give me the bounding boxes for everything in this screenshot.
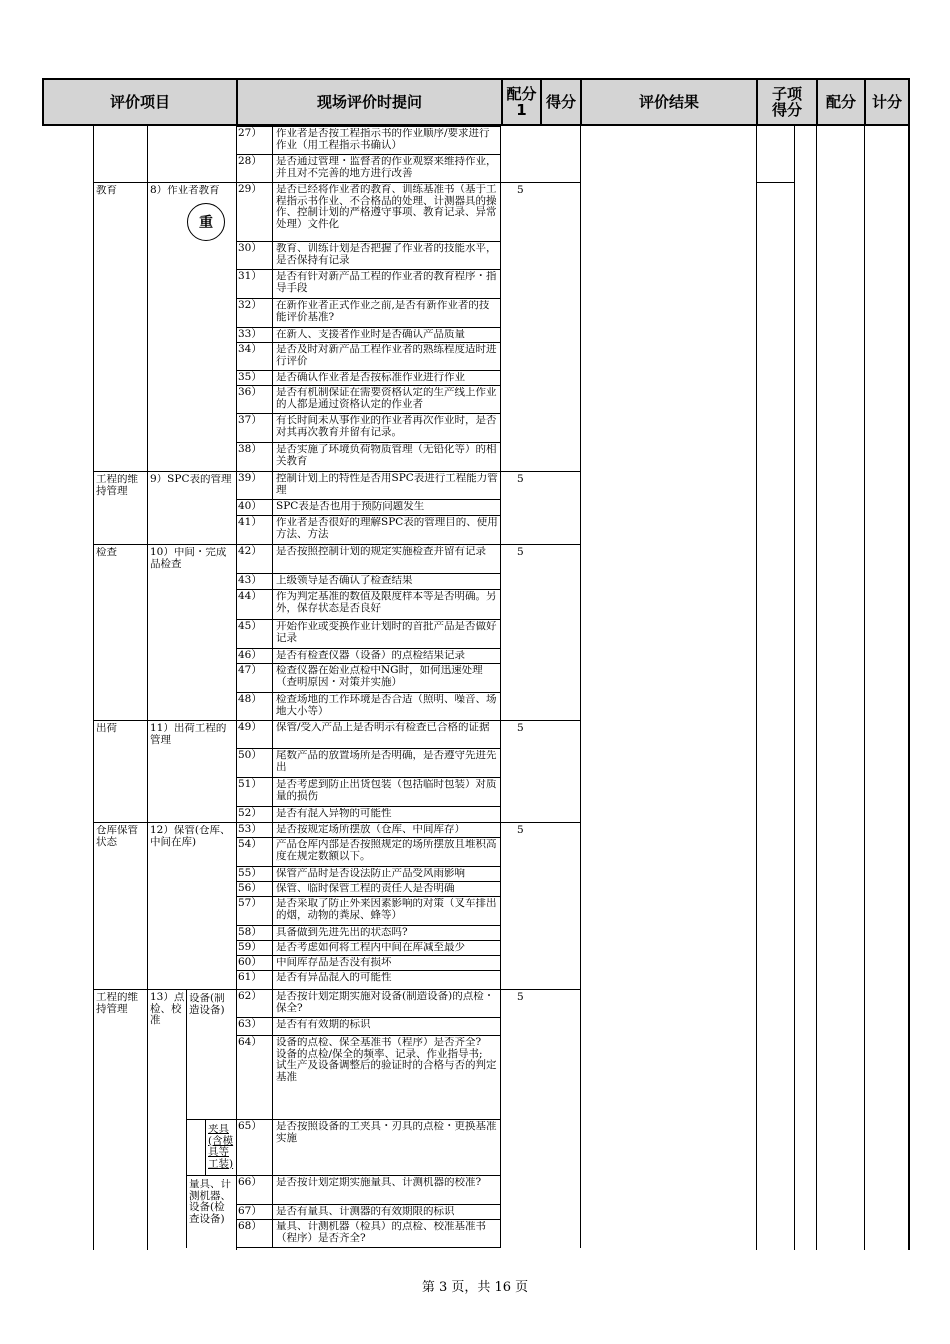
sub-item-equip: 设备(制造设备) xyxy=(189,993,225,1016)
col-line xyxy=(580,126,581,1248)
row-question: 是否及时对新产品工程作业者的熟练程度适时进行评价 xyxy=(276,344,497,367)
row-divider xyxy=(236,327,501,328)
row-number: 60） xyxy=(238,956,262,968)
row-question: 是否有量具、计测器的有效期限的标识 xyxy=(276,1206,455,1217)
row-question: 是否有异品混入的可能性 xyxy=(276,972,392,983)
row-number: 43） xyxy=(238,574,262,586)
row-number: 65） xyxy=(238,1120,262,1132)
category-divider xyxy=(93,471,236,472)
row-question: 具备做到先进先出的状态吗? xyxy=(276,927,408,938)
row-question: 是否有有效期的标识 xyxy=(276,1019,371,1030)
col-line xyxy=(236,126,237,1250)
row-number: 54） xyxy=(238,838,262,850)
sub-item-gauge: 量具、计测机器、设备(检查设备) xyxy=(189,1179,231,1225)
row-divider xyxy=(236,692,501,693)
category-score: 5 xyxy=(517,546,524,558)
category-score: 5 xyxy=(517,184,524,196)
row-number: 41） xyxy=(238,516,262,528)
row-divider xyxy=(236,837,501,838)
row-number: 61） xyxy=(238,971,262,983)
row-number: 52） xyxy=(238,807,262,819)
row-number: 57） xyxy=(238,897,262,909)
row-number: 59） xyxy=(238,941,262,953)
row-divider xyxy=(236,925,501,926)
row-question: 检查场地的工作环境是否合适（照明、噪音、场地大小等） xyxy=(276,694,497,717)
col-line xyxy=(272,126,273,1248)
row-divider xyxy=(236,298,501,299)
header-alloc: 配分 xyxy=(816,78,866,126)
row-number: 45） xyxy=(238,620,262,632)
row-question: 是否已经将作业者的教育、训练基准书（基于工程指示书作业、不合格品的处理、计测器具的操作、控制计划的严格遵守事项、教育记录、异常处理）文件化 xyxy=(276,184,497,230)
category-item: 10）中间・完成品检查 xyxy=(150,547,227,570)
row-question: 在新人、支援者作业时是否确认产品质量 xyxy=(276,329,465,340)
row-question: 中间库存品是否没有损坏 xyxy=(276,957,392,968)
row-divider xyxy=(236,544,501,545)
row-number: 50） xyxy=(238,749,262,761)
row-divider xyxy=(236,1219,501,1220)
row-question: 是否有机制保证在需要资格认定的生产线上作业的人都是通过资格认定的作业者 xyxy=(276,387,497,410)
row-number: 64） xyxy=(238,1036,262,1048)
row-divider xyxy=(236,663,501,664)
row-question: 保管、临时保管工程的责任人是否明确 xyxy=(276,883,455,894)
row-divider xyxy=(236,806,501,807)
row-question: 量具、计测机器（检具）的点检、校准基准书（程序）是否齐全? xyxy=(276,1221,486,1244)
important-mark: 重 xyxy=(187,203,225,241)
row-number: 44） xyxy=(238,590,262,602)
score-divider xyxy=(500,720,580,721)
col-line xyxy=(205,1120,206,1176)
row-question: 作业者是否很好的理解SPC表的管理目的、使用方法、方法 xyxy=(276,517,498,540)
row-question: 是否实施了环境负荷物质管理（无铅化等）的相关教育 xyxy=(276,444,497,467)
row-question: 是否按照控制计划的规定实施检查并留有记录 xyxy=(276,546,486,557)
category-score: 5 xyxy=(517,991,524,1003)
row-divider xyxy=(236,471,501,472)
row-number: 66） xyxy=(238,1176,262,1188)
row-number: 37） xyxy=(238,414,262,426)
row-divider xyxy=(236,442,501,443)
border-right xyxy=(908,126,910,1250)
category-score: 5 xyxy=(517,722,524,734)
header-result: 评价结果 xyxy=(580,78,758,126)
category-name: 出荷 xyxy=(96,723,117,734)
row-divider xyxy=(236,182,501,183)
row-number: 49） xyxy=(238,721,262,733)
row-question: 设备的点检、保全基准书（程序）是否齐全? 设备的点检/保全的频率、记录、作业指导书; 试生产及设备调整后的验证时的合格与否的判定基准 xyxy=(276,1037,497,1083)
row-divider xyxy=(236,822,501,823)
page-footer: 第 3 页，共 16 页 xyxy=(421,1280,529,1295)
row-divider xyxy=(236,619,501,620)
row-question: 是否有混入异物的可能性 xyxy=(276,808,392,819)
row-number: 39） xyxy=(238,472,262,484)
row-divider xyxy=(236,413,501,414)
row-question: 在新作业者正式作业之前,是否有新作业者的技能评价基准? xyxy=(276,300,490,323)
row-number: 38） xyxy=(238,443,262,455)
row-number: 30） xyxy=(238,242,262,254)
row-divider xyxy=(236,881,501,882)
row-divider xyxy=(236,1175,501,1176)
score-divider xyxy=(500,182,580,183)
row-divider xyxy=(236,955,501,956)
score-divider xyxy=(500,544,580,545)
category-score: 5 xyxy=(517,473,524,485)
row-question: 是否按计划定期实施量具、计测机器的校准? xyxy=(276,1177,482,1188)
row-number: 29） xyxy=(238,183,262,195)
row-number: 51） xyxy=(238,778,262,790)
row-number: 28） xyxy=(238,155,262,167)
row-number: 42） xyxy=(238,545,262,557)
sub-item-jig: 夹具(含模具等工装) xyxy=(208,1124,234,1170)
row-divider xyxy=(236,589,501,590)
category-name: 工程的维持管理 xyxy=(96,992,138,1015)
row-question: 控制计划上的特性是否用SPC表进行工程能力管理 xyxy=(276,473,498,496)
row-number: 55） xyxy=(238,867,262,879)
row-divider xyxy=(236,1119,501,1120)
row-question: 作为判定基准的数值及限度样本等是否明确。另外，保存状态是否良好 xyxy=(276,591,497,614)
row-number: 47） xyxy=(238,664,262,676)
category-item: 12）保管(仓库、中间在库) xyxy=(150,825,231,848)
row-question: 是否考虑如何将工程内中间在库减至最少 xyxy=(276,942,465,953)
col-line xyxy=(93,126,94,1250)
row-divider xyxy=(236,342,501,343)
row-question: 开始作业或变换作业计划时的首批产品是否做好记录 xyxy=(276,621,497,644)
col-line xyxy=(864,126,865,1250)
header-question: 现场评价时提问 xyxy=(236,78,503,126)
row-question: 是否确认作业者是否按标准作业进行作业 xyxy=(276,372,465,383)
row-question: 教育、训练计划是否把握了作业者的技能水平，是否保持有记录 xyxy=(276,243,497,266)
row-divider xyxy=(236,1035,501,1036)
header-item: 评价项目 xyxy=(42,78,238,126)
row-divider xyxy=(236,648,501,649)
row-number: 48） xyxy=(238,693,262,705)
score-divider xyxy=(500,471,580,472)
row-divider xyxy=(236,720,501,721)
row-divider xyxy=(236,866,501,867)
row-number: 68） xyxy=(238,1220,262,1232)
col-line xyxy=(147,126,148,1250)
category-score: 5 xyxy=(517,824,524,836)
row-divider xyxy=(236,499,501,500)
row-number: 56） xyxy=(238,882,262,894)
row-question: 是否考虑到防止出货包装（包括临时包装）对质量的损伤 xyxy=(276,779,497,802)
row-divider xyxy=(236,940,501,941)
row-number: 63） xyxy=(238,1018,262,1030)
sub-item-divider xyxy=(205,1119,236,1120)
row-question: 是否按照设备的工夹具・刃具的点检・更换基准实施 xyxy=(276,1121,497,1144)
category-item: 11）出荷工程的管理 xyxy=(150,723,227,746)
category-divider xyxy=(93,720,236,721)
row-divider xyxy=(236,241,501,242)
row-number: 40） xyxy=(238,500,262,512)
category-item: 8）作业者教育 xyxy=(150,185,220,196)
category-name: 工程的维持管理 xyxy=(96,474,138,497)
category-divider xyxy=(93,822,236,823)
row-divider xyxy=(236,385,501,386)
row-number: 32） xyxy=(238,299,262,311)
category-divider xyxy=(93,989,236,990)
row-divider xyxy=(236,1204,501,1205)
row-question: 保管产品时是否设法防止产品受风雨影响 xyxy=(276,868,465,879)
category-name: 教育 xyxy=(96,185,117,196)
row-number: 36） xyxy=(238,386,262,398)
sub-score-divider xyxy=(756,182,794,183)
row-question: 作业者是否按工程指示书的作业顺序/要求进行作业（用工程指示书确认） xyxy=(276,128,490,151)
row-number: 67） xyxy=(238,1205,262,1217)
row-number: 34） xyxy=(238,343,262,355)
header-sub: 子项 得分 xyxy=(756,78,818,126)
col-line xyxy=(794,126,795,1250)
row-divider xyxy=(236,748,501,749)
row-divider xyxy=(236,269,501,270)
score-divider xyxy=(500,822,580,823)
category-divider xyxy=(93,544,236,545)
header-got: 得分 xyxy=(540,78,582,126)
row-number: 31） xyxy=(238,270,262,282)
row-divider xyxy=(236,1017,501,1018)
category-name: 仓库保管状态 xyxy=(96,825,138,848)
row-number: 33） xyxy=(238,328,262,340)
header-score1: 配分 1 xyxy=(501,78,542,126)
row-number: 62） xyxy=(238,990,262,1002)
row-number: 46） xyxy=(238,649,262,661)
row-question: 尾数产品的放置场所是否明确，是否遵守先进先出 xyxy=(276,750,497,773)
col-line xyxy=(500,126,501,1248)
category-divider xyxy=(93,182,236,183)
row-question: 是否按计划定期实施对设备(制造设备)的点检・保全? xyxy=(276,991,495,1014)
row-divider xyxy=(236,896,501,897)
row-divider xyxy=(236,515,501,516)
row-divider xyxy=(236,777,501,778)
row-divider xyxy=(236,1247,501,1248)
row-question: SPC表是否也用于预防问题发生 xyxy=(276,501,425,512)
sub-item-divider xyxy=(186,1175,236,1176)
row-question: 有长时间未从事作业的作业者再次作业时，是否对其再次教育并留有记录。 xyxy=(276,415,497,438)
category-item: 9）SPC表的管理 xyxy=(150,474,232,485)
row-question: 是否按规定场所摆放（仓库、中间库存） xyxy=(276,824,465,835)
row-divider xyxy=(236,989,501,990)
row-number: 53） xyxy=(238,823,262,835)
category-item: 13）点检、校准 xyxy=(150,992,185,1026)
row-divider xyxy=(236,370,501,371)
row-divider xyxy=(236,573,501,574)
row-question: 检查仪器在始业点检中NG时，如何迅速处理（查明原因・对策并实施） xyxy=(276,665,483,688)
row-divider xyxy=(236,126,501,127)
row-number: 27） xyxy=(238,127,262,139)
row-question: 上级领导是否确认了检查结果 xyxy=(276,575,413,586)
row-question: 产品仓库内部是否按照规定的场所摆放且堆积高度在规定数额以下。 xyxy=(276,839,497,862)
row-number: 58） xyxy=(238,926,262,938)
row-divider xyxy=(236,970,501,971)
row-question: 保管/受入产品上是否明示有检查已合格的证据 xyxy=(276,722,490,733)
row-question: 是否采取了防止外来因素影响的对策（叉车排出的烟，动物的粪尿、蜂等） xyxy=(276,898,497,921)
row-question: 是否通过管理・监督者的作业观察来维持作业，并且对不完善的地方进行改善 xyxy=(276,156,497,179)
category-name: 检查 xyxy=(96,547,117,558)
score-divider xyxy=(500,989,580,990)
header-calc: 计分 xyxy=(864,78,910,126)
col-line xyxy=(756,126,757,1250)
col-line xyxy=(816,126,817,1250)
row-number: 35） xyxy=(238,371,262,383)
row-question: 是否有针对新产品工程的作业者的教育程序・指导手段 xyxy=(276,271,497,294)
row-divider xyxy=(236,154,501,155)
row-question: 是否有检查仪器（设备）的点检结果记录 xyxy=(276,650,465,661)
